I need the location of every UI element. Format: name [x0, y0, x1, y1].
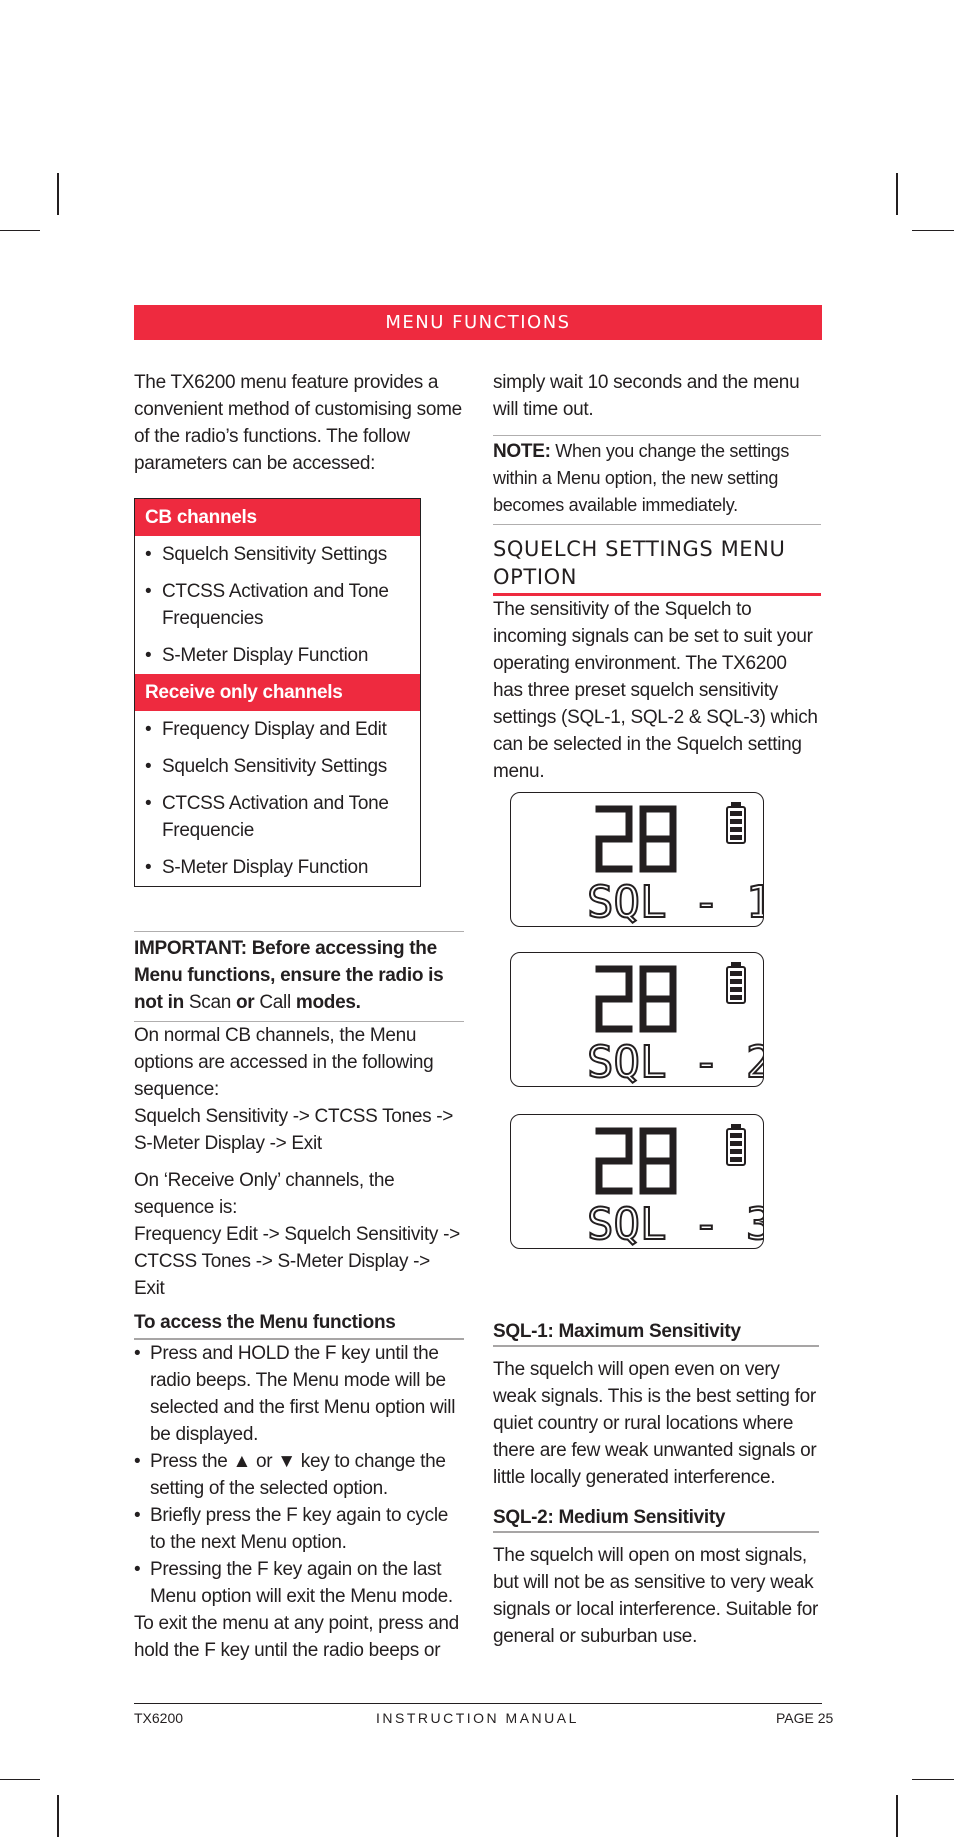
footer-model: TX6200 — [134, 1710, 184, 1726]
note-text: When you change the settings within a Menu option, the new setting becomes available immediately. — [493, 441, 790, 515]
cb-channels-heading: CB channels — [135, 499, 420, 536]
lcd-graphic — [511, 1115, 763, 1248]
section-header: MENU FUNCTIONS — [134, 305, 822, 340]
list-item: • Squelch Sensitivity Settings — [135, 536, 420, 573]
right-column — [493, 369, 821, 785]
sql2-heading: SQL-2: Medium Sensitivity — [493, 1507, 819, 1533]
sql2-body: The squelch will open on most signals, but will not be as sensitive to very weak signals or local interference. Suitable for general or suburban use. — [493, 1545, 819, 1647]
list-item: • Frequency Display and Edit — [135, 711, 420, 748]
access-heading: To access the Menu functions — [134, 1309, 464, 1340]
lcd-graphic — [511, 953, 763, 1086]
important-end: modes. — [290, 992, 361, 1013]
intro-paragraph: The TX6200 menu feature provides a convenient method of customising some of the radio’s functions. The follow parameters can be accessed: — [134, 372, 462, 474]
menu-parameters-box — [134, 498, 421, 887]
crop-mark — [0, 230, 40, 231]
lcd-display — [510, 952, 764, 1087]
call-mode: Call — [259, 992, 291, 1013]
crop-mark — [896, 173, 898, 215]
footer-page: PAGE 25 — [776, 1710, 834, 1726]
list-item: • Pressing the F key again on the last Menu option will exit the Menu mode. — [134, 1556, 464, 1610]
important-text: Before accessing the Menu functions, ensure the radio is not in — [134, 938, 444, 1013]
left-column — [134, 369, 464, 1664]
important-label: IMPORTANT: — [134, 938, 247, 959]
crop-mark — [896, 1795, 898, 1837]
crop-mark — [912, 230, 954, 231]
important-notice — [134, 931, 464, 1022]
list-item: • CTCSS Activation and Tone Frequencies — [135, 573, 420, 637]
lcd-display — [510, 792, 764, 927]
list-item: • Press the ▲ or ▼ key to change the setting of the selected option. — [134, 1448, 464, 1502]
footer-rule — [134, 1703, 822, 1704]
crop-mark — [57, 1795, 59, 1837]
sql1-heading: SQL-1: Maximum Sensitivity — [493, 1321, 819, 1347]
exit-note: To exit the menu at any point, press and hold the F key until the radio beeps or — [134, 1613, 459, 1661]
list-item: • S-Meter Display Function — [135, 637, 420, 674]
cb-sequence-heading: On normal CB channels, the Menu options are accessed in the following sequence: — [134, 1025, 434, 1100]
list-item: • Press and HOLD the F key until the radio beeps. The Menu mode will be selected and the first Menu option will be displayed. — [134, 1340, 464, 1448]
list-item: • CTCSS Activation and Tone Frequencie — [135, 785, 420, 849]
lcd-segment-text: SQL - 2 — [587, 1037, 763, 1086]
lcd-segment-text: SQL - 3 — [587, 1199, 763, 1248]
footer-manual: INSTRUCTION MANUAL — [376, 1710, 579, 1726]
rx-sequence-heading: On ‘Receive Only’ channels, the sequence is: — [134, 1170, 395, 1218]
important-or: or — [231, 992, 260, 1013]
note-box — [493, 435, 821, 525]
continued-text: simply wait 10 seconds and the menu will time out. — [493, 372, 800, 420]
scan-mode: Scan — [188, 992, 231, 1013]
receive-only-heading: Receive only channels — [135, 674, 420, 711]
rx-sequence: Frequency Edit -> Squelch Sensitivity -> CTCSS Tones -> S-Meter Display -> Exit — [134, 1224, 460, 1299]
crop-mark — [912, 1779, 954, 1780]
crop-mark — [0, 1779, 40, 1780]
squelch-section-title: SQUELCH SETTINGS MENU OPTION — [493, 535, 821, 596]
crop-mark — [57, 173, 59, 215]
cb-sequence: Squelch Sensitivity -> CTCSS Tones -> S-Meter Display -> Exit — [134, 1106, 454, 1154]
list-item: • Briefly press the F key again to cycle to the next Menu option. — [134, 1502, 464, 1556]
list-item: • S-Meter Display Function — [135, 849, 420, 886]
lcd-display — [510, 1114, 764, 1249]
lcd-graphic — [511, 793, 763, 926]
sql1-body: The squelch will open even on very weak signals. This is the best setting for quiet country or rural locations where there are few weak unwanted signals or little locally generated interference. — [493, 1359, 817, 1488]
lcd-segment-text: SQL - 1 — [587, 877, 763, 926]
note-label: NOTE: — [493, 441, 551, 462]
squelch-intro: The sensitivity of the Squelch to incoming signals can be set to suit your operating environment. The TX6200 has three preset squelch sensitivity settings (SQL-1, SQL-2 & SQL-3) which can be selected in the Squelch setting menu. — [493, 599, 818, 782]
list-item: • Squelch Sensitivity Settings — [135, 748, 420, 785]
